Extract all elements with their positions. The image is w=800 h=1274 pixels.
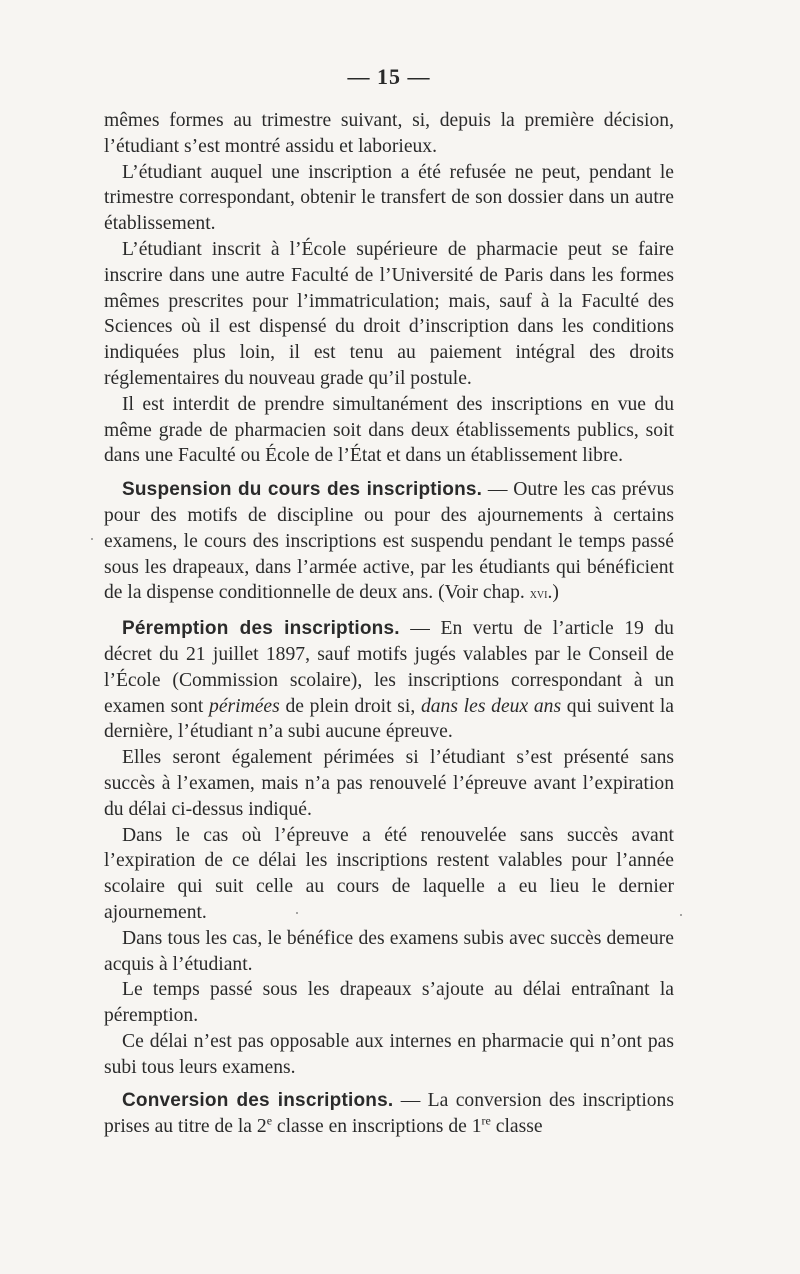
- chapter-reference: xvi: [529, 587, 548, 603]
- paragraph-text: de plein droit si,: [279, 695, 421, 717]
- section-conversion: [104, 1088, 674, 1140]
- paragraph: Ce délai n’est pas opposable aux internes en pharmacie qui n’ont pas subi tous leurs examens.: [104, 1030, 674, 1078]
- section-peremption: [104, 616, 674, 1080]
- paragraph-text: — Outre les cas prévus pour des motifs de discipline ou pour des ajournements à certains examens, le cours des inscriptions est suspendu pendant le temps passé sous les drapeaux, dans l’armée active, par les étudiants qui bénéficient de la dispense conditionnelle de deux ans. (Voir chap.: [104, 479, 674, 604]
- paragraph: Dans le cas où l’épreuve a été renouvelée sans succès avant l’expiration de ce délai les inscriptions restent valables pour l’année scolaire qui suit celle au cours de laquelle a eu lieu le dernier ajournement.: [104, 824, 674, 923]
- book-page: [104, 62, 674, 1140]
- paragraph-text: classe: [490, 1116, 543, 1138]
- paper-speck: [91, 538, 93, 540]
- paper-speck: [680, 914, 682, 916]
- paragraph: Dans tous les cas, le bénéfice des examens subis avec succès demeure acquis à l’étudiant.: [104, 927, 674, 975]
- paragraph: Il est interdit de prendre simultanément des inscriptions en vue du même grade de pharmacien soit dans deux établissements publics, soit dans une Faculté ou École de l’État et dans un établissement libre.: [104, 393, 674, 467]
- paragraph: [104, 1088, 674, 1140]
- paragraph-text: — En vertu de l’article 19 du décret du 21 juillet 1897, sauf motifs jugés valables par le Conseil de l’École (Commission scolaire), les inscriptions correspondant à un examen sont: [104, 618, 674, 717]
- section-heading: Suspension du cours des inscriptions.: [122, 479, 483, 501]
- page-number: — 15 —: [347, 64, 431, 89]
- superscript: re: [481, 1113, 491, 1128]
- paragraph-text: .): [547, 582, 559, 604]
- paragraph-text: qui suivent la dernière, l’étudiant n’a subi aucune épreuve.: [104, 695, 674, 743]
- italic-term: périmées: [209, 695, 280, 717]
- paragraph: Le temps passé sous les drapeaux s’ajoute au délai entraînant la péremption.: [104, 979, 674, 1027]
- paragraph: Elles seront également périmées si l’étudiant s’est présenté sans succès à l’examen, mais n’a pas renouvelé l’épreuve avant l’expiration du délai ci-dessus indiqué.: [104, 747, 674, 820]
- opening-paragraphs: [104, 108, 674, 469]
- paragraph: [104, 477, 674, 608]
- paragraph: L’étudiant auquel une inscription a été refusée ne peut, pendant le trimestre correspondant, obtenir le transfert de son dossier dans un autre établissement.: [104, 161, 674, 235]
- paragraph: mêmes formes au trimestre suivant, si, depuis la première décision, l’étudiant s’est montré assidu et laborieux.: [104, 110, 674, 157]
- paragraph: L’étudiant inscrit à l’École supérieure de pharmacie peut se faire inscrire dans une autre Faculté de l’Université de Paris dans les formes mêmes prescrites pour l’immatriculation; mais, sauf à la Faculté des Sciences où il est dispensé du droit d’inscription dans les conditions indiquées plus loin, il est tenu au paiement intégral des droits réglementaires du nouveau grade qu’il postule.: [104, 238, 674, 389]
- paragraph-text: classe en inscriptions de 1: [272, 1116, 482, 1138]
- paragraph-text: — La conversion des inscriptions prises au titre de la 2: [104, 1090, 674, 1138]
- superscript: e: [266, 1113, 273, 1128]
- section-heading: Péremption des inscriptions.: [122, 618, 400, 640]
- section-suspension: [104, 477, 674, 608]
- italic-term: dans les deux ans: [420, 695, 562, 717]
- section-heading: Conversion des inscriptions.: [122, 1090, 394, 1112]
- paragraph: [104, 616, 674, 745]
- paper-speck: [296, 912, 298, 914]
